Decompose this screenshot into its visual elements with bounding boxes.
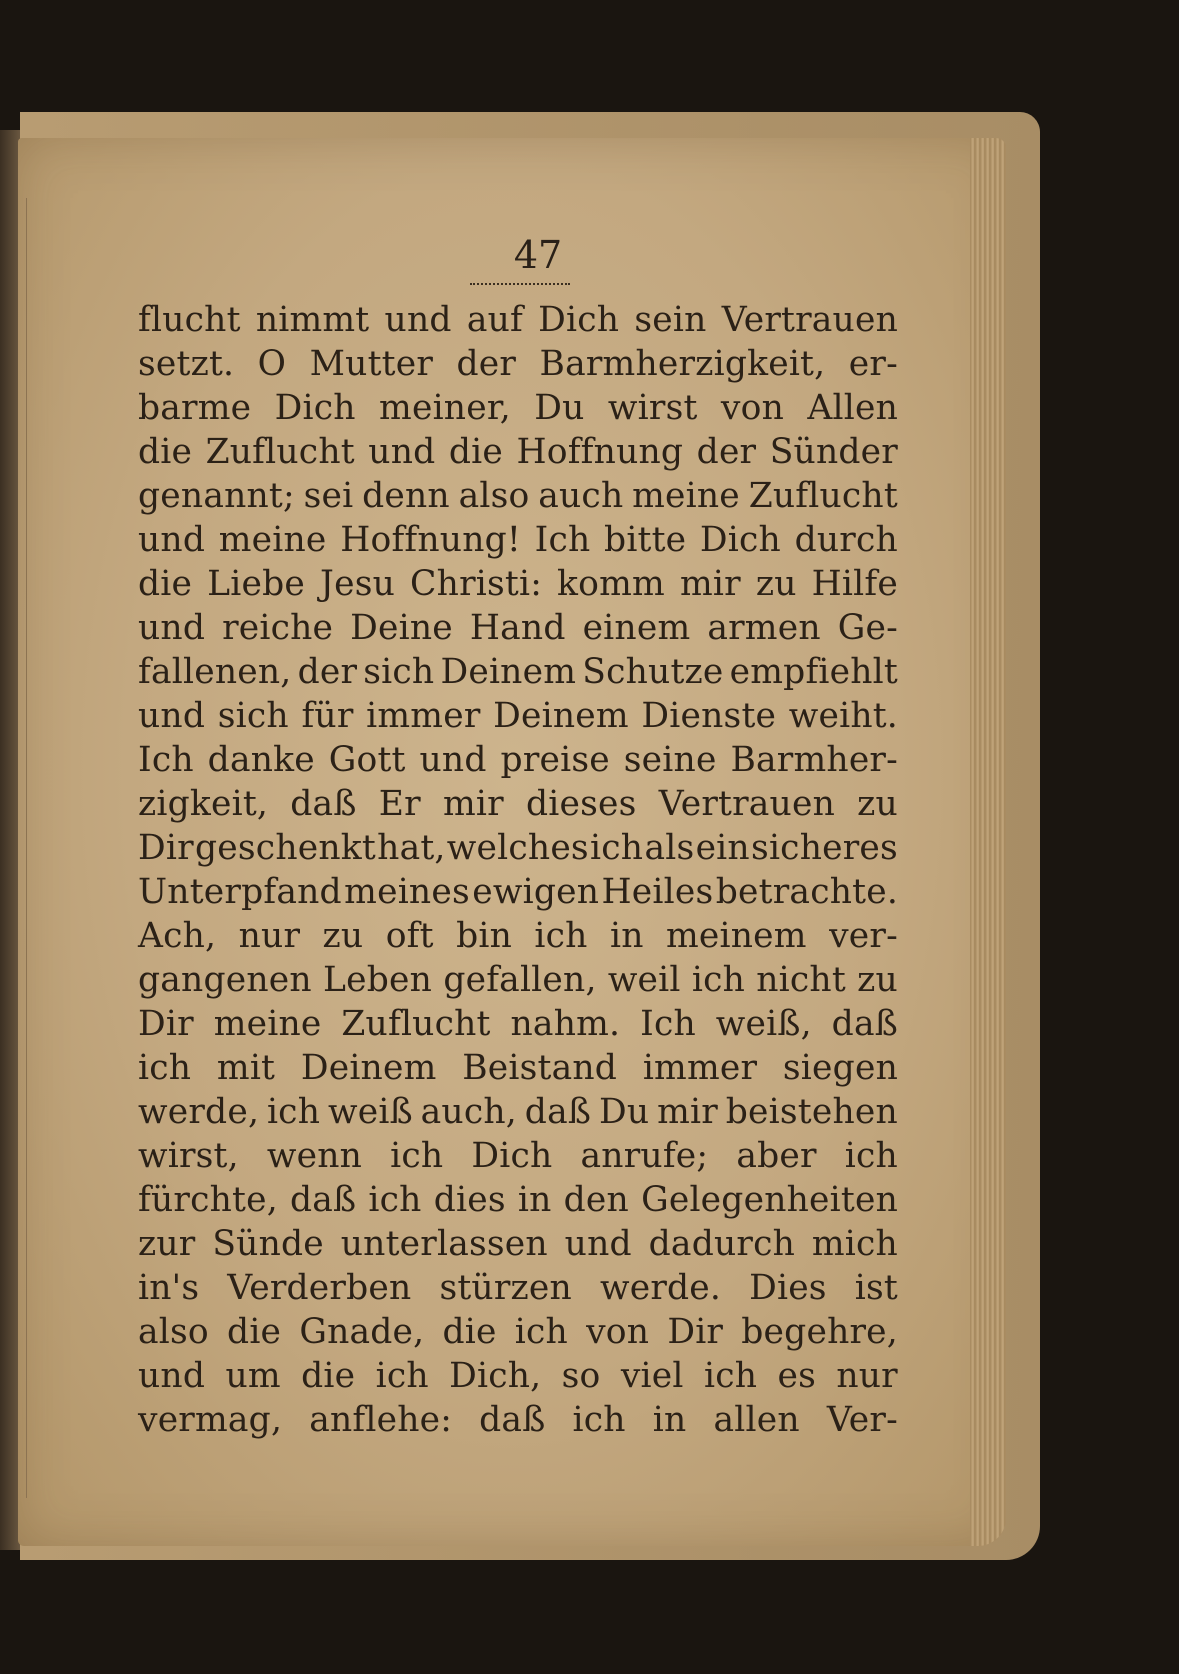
word: Vertrauen [721,300,898,340]
word: durch [794,520,898,560]
word: Deinem [300,1048,437,1088]
text-line [138,606,898,650]
word: siegen [782,1048,898,1088]
word: Barmher- [730,740,898,780]
word: Ge- [837,608,898,648]
word: Dich [471,1136,553,1176]
word: vermag, [138,1400,283,1440]
word: zu [857,960,898,1000]
word: Verderben [227,1268,412,1308]
word: nimmt [255,300,370,340]
text-line [138,298,898,342]
word: flucht [138,300,241,340]
word: Ich [534,520,591,560]
word: weil [607,960,681,1000]
word: oft [385,916,434,956]
word: Dich [274,388,356,428]
word: unterlassen [340,1224,548,1264]
word: wirst [607,388,698,428]
word: meine [213,1004,322,1044]
word: Liebe [207,564,306,604]
word: Beistand [462,1048,618,1088]
word: die [227,1312,282,1352]
word: der [297,652,358,692]
word: Schutze [582,652,724,692]
word: weiht. [788,696,898,736]
text-line [138,914,898,958]
word: Hoffnung! [340,520,521,560]
word: für [301,696,354,736]
word: nicht [756,960,846,1000]
word: O [257,344,287,384]
word: und [368,432,436,472]
word: Mutter [309,344,434,384]
word: dadurch [648,1224,796,1264]
word: die [301,1356,356,1396]
page-number: 47 [513,233,563,277]
text-line [138,342,898,386]
word: Er [378,784,421,824]
word: zu [322,916,364,956]
word: in's [138,1268,200,1308]
word: stürzen [439,1268,572,1308]
text-line [138,386,898,430]
word: genannt; [138,476,295,516]
word: von [586,1312,650,1352]
word: Dir [667,1312,724,1352]
word: bitte [604,520,687,560]
word: Hilfe [811,564,898,604]
word: und [384,300,452,340]
word: dies [433,1180,506,1220]
word: Gelegenheiten [641,1180,898,1220]
word: daß [479,1400,546,1440]
body-text [138,298,898,1442]
word: Christi: [410,564,543,604]
word: geschenkt [195,828,376,868]
word: ist [854,1268,898,1308]
word: nahm. [510,1004,621,1044]
word: preise [500,740,610,780]
word: armen [707,608,821,648]
word: reiche [222,608,334,648]
text-line [138,1222,898,1266]
word: ich [703,1356,758,1396]
text-line [138,1134,898,1178]
word: daß [831,1004,898,1044]
word: fallenen, [138,652,292,692]
word: Zuflucht [748,476,898,516]
word: mit [216,1048,276,1088]
word: es [777,1356,817,1396]
word: einem [582,608,691,648]
text-line [138,1178,898,1222]
word: sein [634,300,707,340]
word: sich [217,696,289,736]
word: zur [138,1224,196,1264]
word: weiß, [715,1004,812,1044]
word: Dir [138,828,194,868]
word: Ich [138,740,194,780]
word: Zuflucht [205,432,355,472]
word: zigkeit, [138,784,269,824]
word: den [563,1180,629,1220]
word: weiß [327,1092,413,1132]
word: auf [466,300,523,340]
text-line [138,474,898,518]
word: und [138,696,206,736]
word: Dich [699,520,781,560]
word: von [720,388,785,428]
word: und [138,520,206,560]
word: beistehen [725,1092,898,1132]
word: ich [844,1136,898,1176]
word: auch, [420,1092,517,1132]
text-line [138,650,898,694]
text-line [138,430,898,474]
word: Dir [138,1004,194,1044]
word: und [419,740,487,780]
word: Gnade, [299,1312,425,1352]
word: Barmherzigkeit, [539,344,826,384]
word: ich [572,1400,626,1440]
word: und [564,1224,632,1264]
word: daß [289,1180,357,1220]
gutter-line [26,198,27,1498]
word: also [458,476,530,516]
word: fürchte, [138,1180,278,1220]
word: Gott [328,740,406,780]
text-line [138,562,898,606]
word: Dienste [641,696,777,736]
word: Ach, [138,916,217,956]
word: ewigen [472,872,600,912]
word: Hoffnung [516,432,684,472]
word: ich [691,960,746,1000]
word: anrufe; [580,1136,709,1176]
word: sich [363,652,435,692]
word: Deinem [440,652,577,692]
word: Heiles [601,872,714,912]
text-line [138,1002,898,1046]
word: mir [443,784,504,824]
word: setzt. [138,344,235,384]
word: werde. [599,1268,722,1308]
book-page [18,138,1006,1546]
text-line [138,738,898,782]
word: immer [366,696,481,736]
word: ich [534,916,588,956]
word: der [696,432,757,472]
word: ver- [829,916,898,956]
word: Du [534,388,585,428]
word: barme [138,388,252,428]
word: Dich [538,300,620,340]
text-line [138,1398,898,1442]
word: Vertrauen [658,784,835,824]
word: betrachte. [715,872,898,912]
word: meine [632,476,740,516]
word: der [456,344,517,384]
word: meinem [666,916,807,956]
word: Allen [807,388,898,428]
word: und [138,1356,206,1396]
word: empfiehlt [729,652,898,692]
word: ich [368,1180,422,1220]
word: Sünde [212,1224,324,1264]
word: so [561,1356,601,1396]
word: ich [375,1356,429,1396]
text-line [138,782,898,826]
word: Ich [640,1004,696,1044]
text-line [138,1046,898,1090]
text-line [138,1310,898,1354]
word: gangenen [138,960,312,1000]
word: als [644,828,695,868]
word: nur [238,916,301,956]
word: mir [679,564,741,604]
word: also [138,1312,209,1352]
word: bin [456,916,513,956]
word: immer [642,1048,758,1088]
word: mir [657,1092,718,1132]
word: Sünder [769,432,898,472]
word: wirst, [138,1136,239,1176]
word: er- [848,344,898,384]
text-line [138,1266,898,1310]
word: Deine [350,608,453,648]
page-number-rule [470,283,570,285]
word: anflehe: [309,1400,453,1440]
word: ein [695,828,750,868]
word: die [448,432,503,472]
word: Unterpfand [138,872,342,912]
word: gefallen, [443,960,597,1000]
word: die [442,1312,497,1352]
word: ich [590,828,644,868]
word: ich [138,1048,192,1088]
word: danke [207,740,315,780]
word: werde, [138,1092,260,1132]
text-line [138,958,898,1002]
word: meines [344,872,470,912]
word: in [652,1400,687,1440]
word: sei [303,476,354,516]
word: die [138,432,193,472]
word: komm [557,564,665,604]
word: ich [390,1136,444,1176]
word: in [517,1180,552,1220]
word: daß [524,1092,592,1132]
text-line [138,826,898,870]
word: Zuflucht [341,1004,491,1044]
word: Du [598,1092,650,1132]
word: mich [811,1224,898,1264]
word: in [609,916,644,956]
word: Deinem [493,696,629,736]
word: begehre, [741,1312,898,1352]
word: sicheres [751,828,898,868]
word: ich [266,1092,321,1132]
text-line [138,1354,898,1398]
word: und [138,608,206,648]
word: daß [290,784,357,824]
text-line [138,518,898,562]
word: zu [857,784,898,824]
word: Leben [323,960,433,1000]
text-line [138,1090,898,1134]
word: meiner, [379,388,511,428]
word: Dich, [449,1356,542,1396]
word: nur [836,1356,898,1396]
word: die [138,564,193,604]
word: viel [620,1356,684,1396]
word: welches [446,828,589,868]
word: um [225,1356,281,1396]
word: ich [514,1312,568,1352]
page-edges [970,138,1006,1546]
word: Dies [749,1268,827,1308]
word: meine [218,520,327,560]
word: aber [736,1136,817,1176]
word: Ver- [826,1400,898,1440]
word: Hand [469,608,566,648]
word: zu [755,564,797,604]
text-line [138,694,898,738]
word: wenn [266,1136,363,1176]
word: allen [713,1400,800,1440]
word: denn [362,476,450,516]
word: auch [538,476,624,516]
word: hat, [377,828,446,868]
word: dieses [526,784,637,824]
word: seine [623,740,717,780]
word: Jesu [320,564,396,604]
text-line [138,870,898,914]
